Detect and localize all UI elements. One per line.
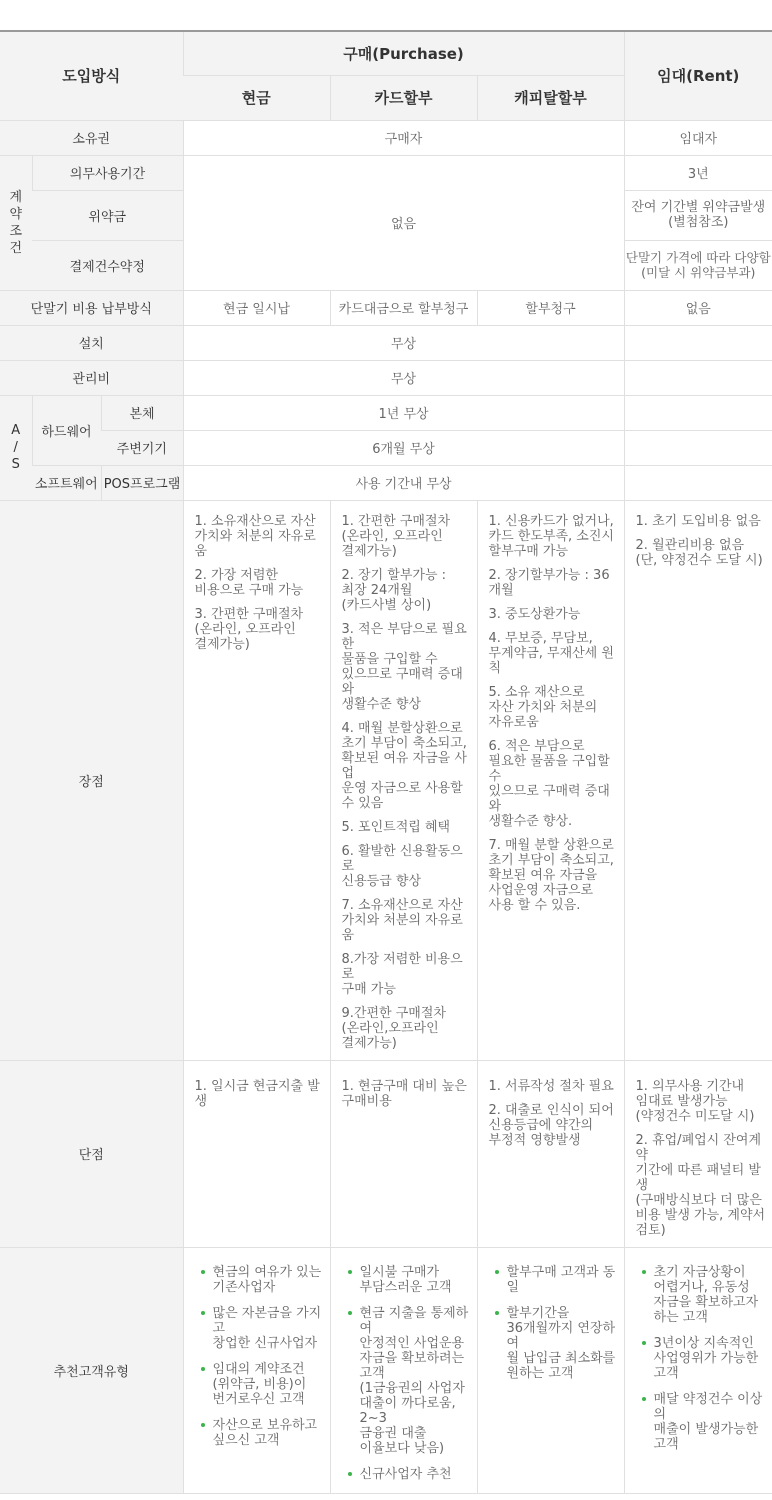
- demerit-item: 1. 일시금 현금지출 발생: [194, 1078, 320, 1109]
- payment-cash: 현금 일시납: [183, 290, 330, 325]
- as-software-value: 사용 기간내 무상: [183, 465, 624, 500]
- ownership-rent: 임대자: [624, 120, 772, 155]
- row-label-ownership: 소유권: [0, 120, 183, 155]
- as-group-1: A: [11, 423, 21, 438]
- recommend-item: 할부구매 고객과 동일: [493, 1265, 620, 1295]
- row-label-penalty: 위약금: [32, 190, 183, 240]
- recommend-item: 현금의 여유가 있는 기존사업자: [199, 1265, 326, 1295]
- penalty-rent: 잔여 기간별 위약금발생 (별첨참조): [624, 190, 772, 240]
- row-label-recommend: 추천고객유형: [0, 1247, 183, 1493]
- recommend-item: 신규사업자 추천: [346, 1467, 473, 1482]
- merit-item: 8.가장 저렴한 비용으로 구매 가능: [341, 951, 463, 997]
- row-label-management: 관리비: [0, 360, 183, 395]
- settlement-rent: 단말기 가격에 따라 다양함 (미달 시 위약금부과): [624, 240, 772, 290]
- merit-item: 2. 월관리비용 없음 (단, 약정건수 도달 시): [635, 537, 763, 568]
- merit-item: 7. 매월 분할 상환으로 초기 부담이 축소되고, 확보된 여유 자금을 사업운영 자금으로 사용 할 수 있음.: [488, 837, 614, 913]
- row-label-merits: 장점: [0, 500, 183, 1060]
- ownership-purchase: 구매자: [183, 120, 624, 155]
- merit-item: 4. 무보증, 무담보, 무계약금, 무재산세 원칙: [488, 630, 614, 676]
- merits-card: [330, 500, 477, 1060]
- merit-item: 7. 소유재산으로 자산 가치와 처분의 자유로움: [341, 897, 463, 943]
- recommend-item: 임대의 계약조건 (위약금, 비용)이 번거로우신 고객: [199, 1362, 326, 1407]
- as-group-3: S: [11, 457, 20, 472]
- period-rent: 3년: [624, 155, 772, 190]
- as-peripheral-label: 주변기기: [101, 430, 183, 465]
- demerits-card: [330, 1060, 477, 1247]
- contract-group-label: [0, 155, 32, 290]
- install-purchase: 무상: [183, 325, 624, 360]
- as-software-label: 소프트웨어: [32, 465, 101, 500]
- comparison-table: [0, 30, 772, 1494]
- recommend-item: 자산으로 보유하고 싶으신 고객: [199, 1418, 326, 1448]
- row-label-payment: 단말기 비용 납부방식: [0, 290, 183, 325]
- merit-item: 1. 소유재산으로 자산 가치와 처분의 자유로움: [194, 513, 316, 559]
- row-label-settlement: 결제건수약정: [32, 240, 183, 290]
- row-label-install: 설치: [0, 325, 183, 360]
- recommend-item: 많은 자본금을 가지고 창업한 신규사업자: [199, 1306, 326, 1351]
- payment-card: 카드대금으로 할부청구: [330, 290, 477, 325]
- as-group-2: /: [13, 440, 18, 455]
- merits-cash: [183, 500, 330, 1060]
- install-rent: [624, 325, 772, 360]
- recommend-item: 3년이상 지속적인 사업영위가 가능한 고객: [640, 1336, 769, 1381]
- merit-item: 5. 소유 재산으로 자산 가치와 처분의 자유로움: [488, 684, 598, 730]
- recommend-item: 현금 지출을 통제하여 안정적인 사업운용 자금을 확보하려는 고객 (1금융권의 사업자 대출이 까다로움, 2~3 금융권 대출 이율보다 낮음): [346, 1306, 473, 1456]
- recommend-item: 초기 자금상황이 어렵거나, 유동성 자금을 확보하고자 하는 고객: [640, 1265, 769, 1325]
- header-card: 카드할부: [330, 75, 477, 120]
- as-software-rent: [624, 465, 772, 500]
- recommend-cash: [183, 1247, 330, 1493]
- management-purchase: 무상: [183, 360, 624, 395]
- merits-capital: [477, 500, 624, 1060]
- demerits-rent: [624, 1060, 772, 1247]
- merit-item: 3. 적은 부담으로 필요한 물품을 구입할 수 있으므로 구매력 증대와 생활수준 향상: [341, 621, 467, 712]
- merit-item: 6. 활발한 신용활동으로 신용등급 향상: [341, 843, 463, 889]
- contract-group-1: 계: [9, 189, 23, 205]
- payment-capital: 할부청구: [477, 290, 624, 325]
- merit-item: 4. 매월 분할상환으로 초기 부담이 축소되고, 확보된 여유 자금을 사업 운영 자금으로 사용할 수 있음: [341, 720, 467, 811]
- header-method: 도입방식: [0, 31, 183, 120]
- demerit-item: 1. 의무사용 기간내 임대료 발생가능 (약정건수 미도달 시): [635, 1078, 755, 1124]
- as-hardware-label: 하드웨어: [32, 395, 101, 465]
- row-label-demerits: 단점: [0, 1060, 183, 1247]
- contract-group-3: 조: [9, 223, 23, 239]
- contract-group-4: 건: [9, 240, 23, 256]
- row-label-period: 의무사용기간: [32, 155, 183, 190]
- demerit-item: 1. 현금구매 대비 높은 구매비용: [341, 1078, 467, 1109]
- recommend-card: [330, 1247, 477, 1493]
- merit-item: 1. 간편한 구매절차 (온라인, 오프라인 결제가능): [341, 513, 451, 559]
- contract-group-2: 약: [9, 206, 23, 222]
- payment-rent: 없음: [624, 290, 772, 325]
- as-peripheral-rent: [624, 430, 772, 465]
- merit-item: 5. 포인트적립 혜택: [341, 819, 451, 835]
- recommend-item: 일시불 구매가 부담스러운 고객: [346, 1265, 473, 1295]
- merit-item: 2. 장기 할부가능 : 최장 24개월 (카드사별 상이): [341, 567, 447, 613]
- merit-item: 1. 신용카드가 없거나, 카드 한도부족, 소진시 할부구매 가능: [488, 513, 614, 559]
- demerits-capital: [477, 1060, 624, 1247]
- demerit-item: 2. 대출로 인식이 되어 신용등급에 약간의 부정적 영향발생: [488, 1102, 614, 1148]
- merit-item: 3. 중도상환가능: [488, 606, 581, 622]
- as-body-label: 본체: [101, 395, 183, 430]
- recommend-item: 매달 약정건수 이상의 매출이 발생가능한 고객: [640, 1392, 769, 1452]
- merit-item: 2. 가장 저렴한 비용으로 구매 가능: [194, 567, 304, 598]
- as-pos-label: POS프로그램: [101, 465, 183, 500]
- merits-rent: [624, 500, 772, 1060]
- as-body-rent: [624, 395, 772, 430]
- header-rent: 임대(Rent): [624, 31, 772, 120]
- as-body-value: 1년 무상: [183, 395, 624, 430]
- demerit-item: 2. 휴업/폐업시 잔여계약 기간에 따른 패널티 발생 (구매방식보다 더 많은 비용 발생 가능, 계약서 검토): [635, 1132, 766, 1238]
- demerit-item: 1. 서류작성 절차 필요: [488, 1078, 614, 1094]
- merit-item: 6. 적은 부담으로 필요한 물품을 구입할 수 있으므로 구매력 증대와 생활수준 향상.: [488, 738, 610, 829]
- header-capital: 캐피탈할부: [477, 75, 624, 120]
- header-purchase: 구매(Purchase): [183, 31, 624, 75]
- contract-purchase: 없음: [183, 155, 624, 290]
- management-rent: [624, 360, 772, 395]
- demerits-cash: [183, 1060, 330, 1247]
- recommend-item: 할부기간을 36개월까지 연장하여 월 납입금 최소화를 원하는 고객: [493, 1306, 620, 1381]
- header-cash: 현금: [183, 75, 330, 120]
- merit-item: 9.간편한 구매절차 (온라인,오프라인 결제가능): [341, 1005, 446, 1051]
- recommend-rent: [624, 1247, 772, 1493]
- as-peripheral-value: 6개월 무상: [183, 430, 624, 465]
- merit-item: 1. 초기 도입비용 없음: [635, 513, 761, 529]
- merit-item: 3. 간편한 구매절차 (온라인, 오프라인 결제가능): [194, 606, 304, 652]
- recommend-capital: [477, 1247, 624, 1493]
- merit-item: 2. 장기할부가능 : 36개월: [488, 567, 610, 598]
- as-group-label: [0, 395, 32, 500]
